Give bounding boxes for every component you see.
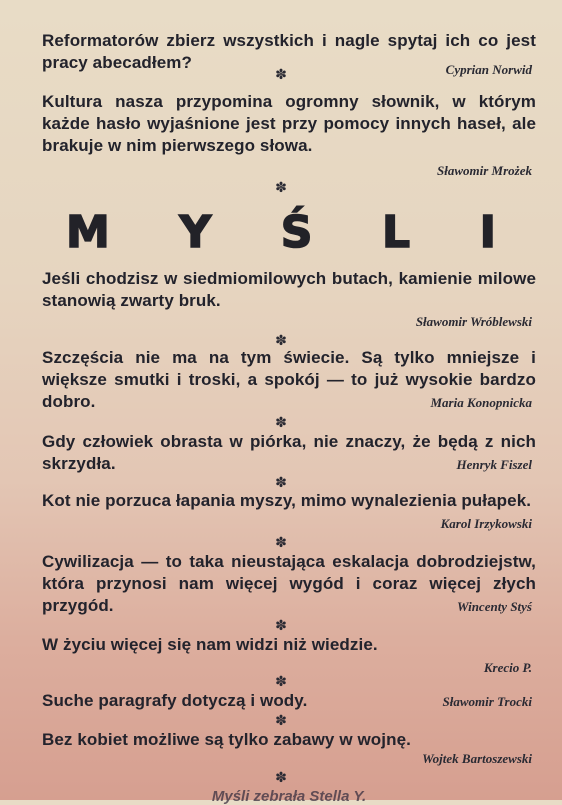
title-letter: Y (179, 207, 212, 258)
quote-krecio (42, 634, 536, 675)
quote-author: Wojtek Bartoszewski (422, 751, 532, 766)
quote-text: Jeśli chodzisz w siedmiomilowych butach, kamienie milowe stanowią zwarty bruk. (42, 269, 536, 310)
ornament-star: ✽ (275, 534, 287, 550)
quote-text: Szczęścia nie ma na tym świecie. Są tylko mniejsze i większe smutki i troski, a spokój — to już wysokie bardzo dobro. (42, 348, 536, 411)
quote-stys (42, 551, 536, 617)
ornament-star: ✽ (275, 332, 287, 348)
quote-author: Henryk Fiszel (456, 457, 532, 472)
quote-author: Sławomir Wróblewski (415, 314, 532, 329)
ornament-star: ✽ (275, 179, 287, 195)
quote-author: Sławomir Trocki (442, 694, 532, 709)
quote-konopnicka (42, 347, 536, 413)
ornament-star: ✽ (275, 617, 287, 633)
footer-credit: Myśli zebrała Stella Y. (211, 788, 367, 805)
quote-text: Cywilizacja — to taka nieustająca eskalacja dobrodziejstw, która przynosi nam więcej wygód i coraz więcej złych przygód. (42, 552, 536, 615)
ornament-star: ✽ (275, 769, 287, 785)
quote-author: Cyprian Norwid (445, 62, 532, 77)
title-letter: M (66, 207, 110, 258)
title-letter: L (382, 207, 411, 258)
quote-irzykowski (42, 490, 536, 531)
quote-text: Reformatorów zbierz wszystkich i nagle spytaj ich co jest pracy abecadłem? (42, 31, 536, 72)
section-title (66, 208, 496, 258)
quote-mrozek (42, 91, 536, 178)
quote-bartoszewski (42, 729, 536, 766)
quote-text: Bez kobiet możliwe są tylko zabawy w wojnę. (42, 730, 411, 749)
quote-fiszel (42, 431, 536, 475)
ornament-star: ✽ (275, 474, 287, 490)
title-letter: I (479, 207, 496, 258)
quote-text: W życiu więcej się nam widzi niż wiedzie. (42, 635, 378, 654)
quote-trocki (42, 690, 536, 712)
quote-author: Maria Konopnicka (430, 395, 532, 410)
quote-author: Krecio P. (483, 660, 532, 675)
quote-wroblewski (42, 268, 536, 329)
quote-text: Gdy człowiek obrasta w piórka, nie znaczy, że będą z nich skrzydła. (42, 432, 536, 473)
ornament-star: ✽ (275, 712, 287, 728)
quote-author: Karol Irzykowski (440, 516, 532, 531)
quote-author: Wincenty Styś (457, 599, 532, 614)
quote-text: Suche paragrafy dotyczą i wody. (42, 691, 308, 710)
ornament-star: ✽ (275, 66, 287, 82)
quote-text: Kultura nasza przypomina ogromny słownik, w którym każde hasło wyjaśnione jest przy pomocy innych haseł, ale brakuje w nim pierwszego słowa. (42, 92, 536, 155)
ornament-star: ✽ (275, 673, 287, 689)
ornament-star: ✽ (275, 414, 287, 430)
quote-text: Kot nie porzuca łapania myszy, mimo wynalezienia pułapek. (42, 491, 532, 510)
quote-author: Sławomir Mrożek (437, 163, 532, 178)
title-letter: Ś (280, 207, 313, 258)
